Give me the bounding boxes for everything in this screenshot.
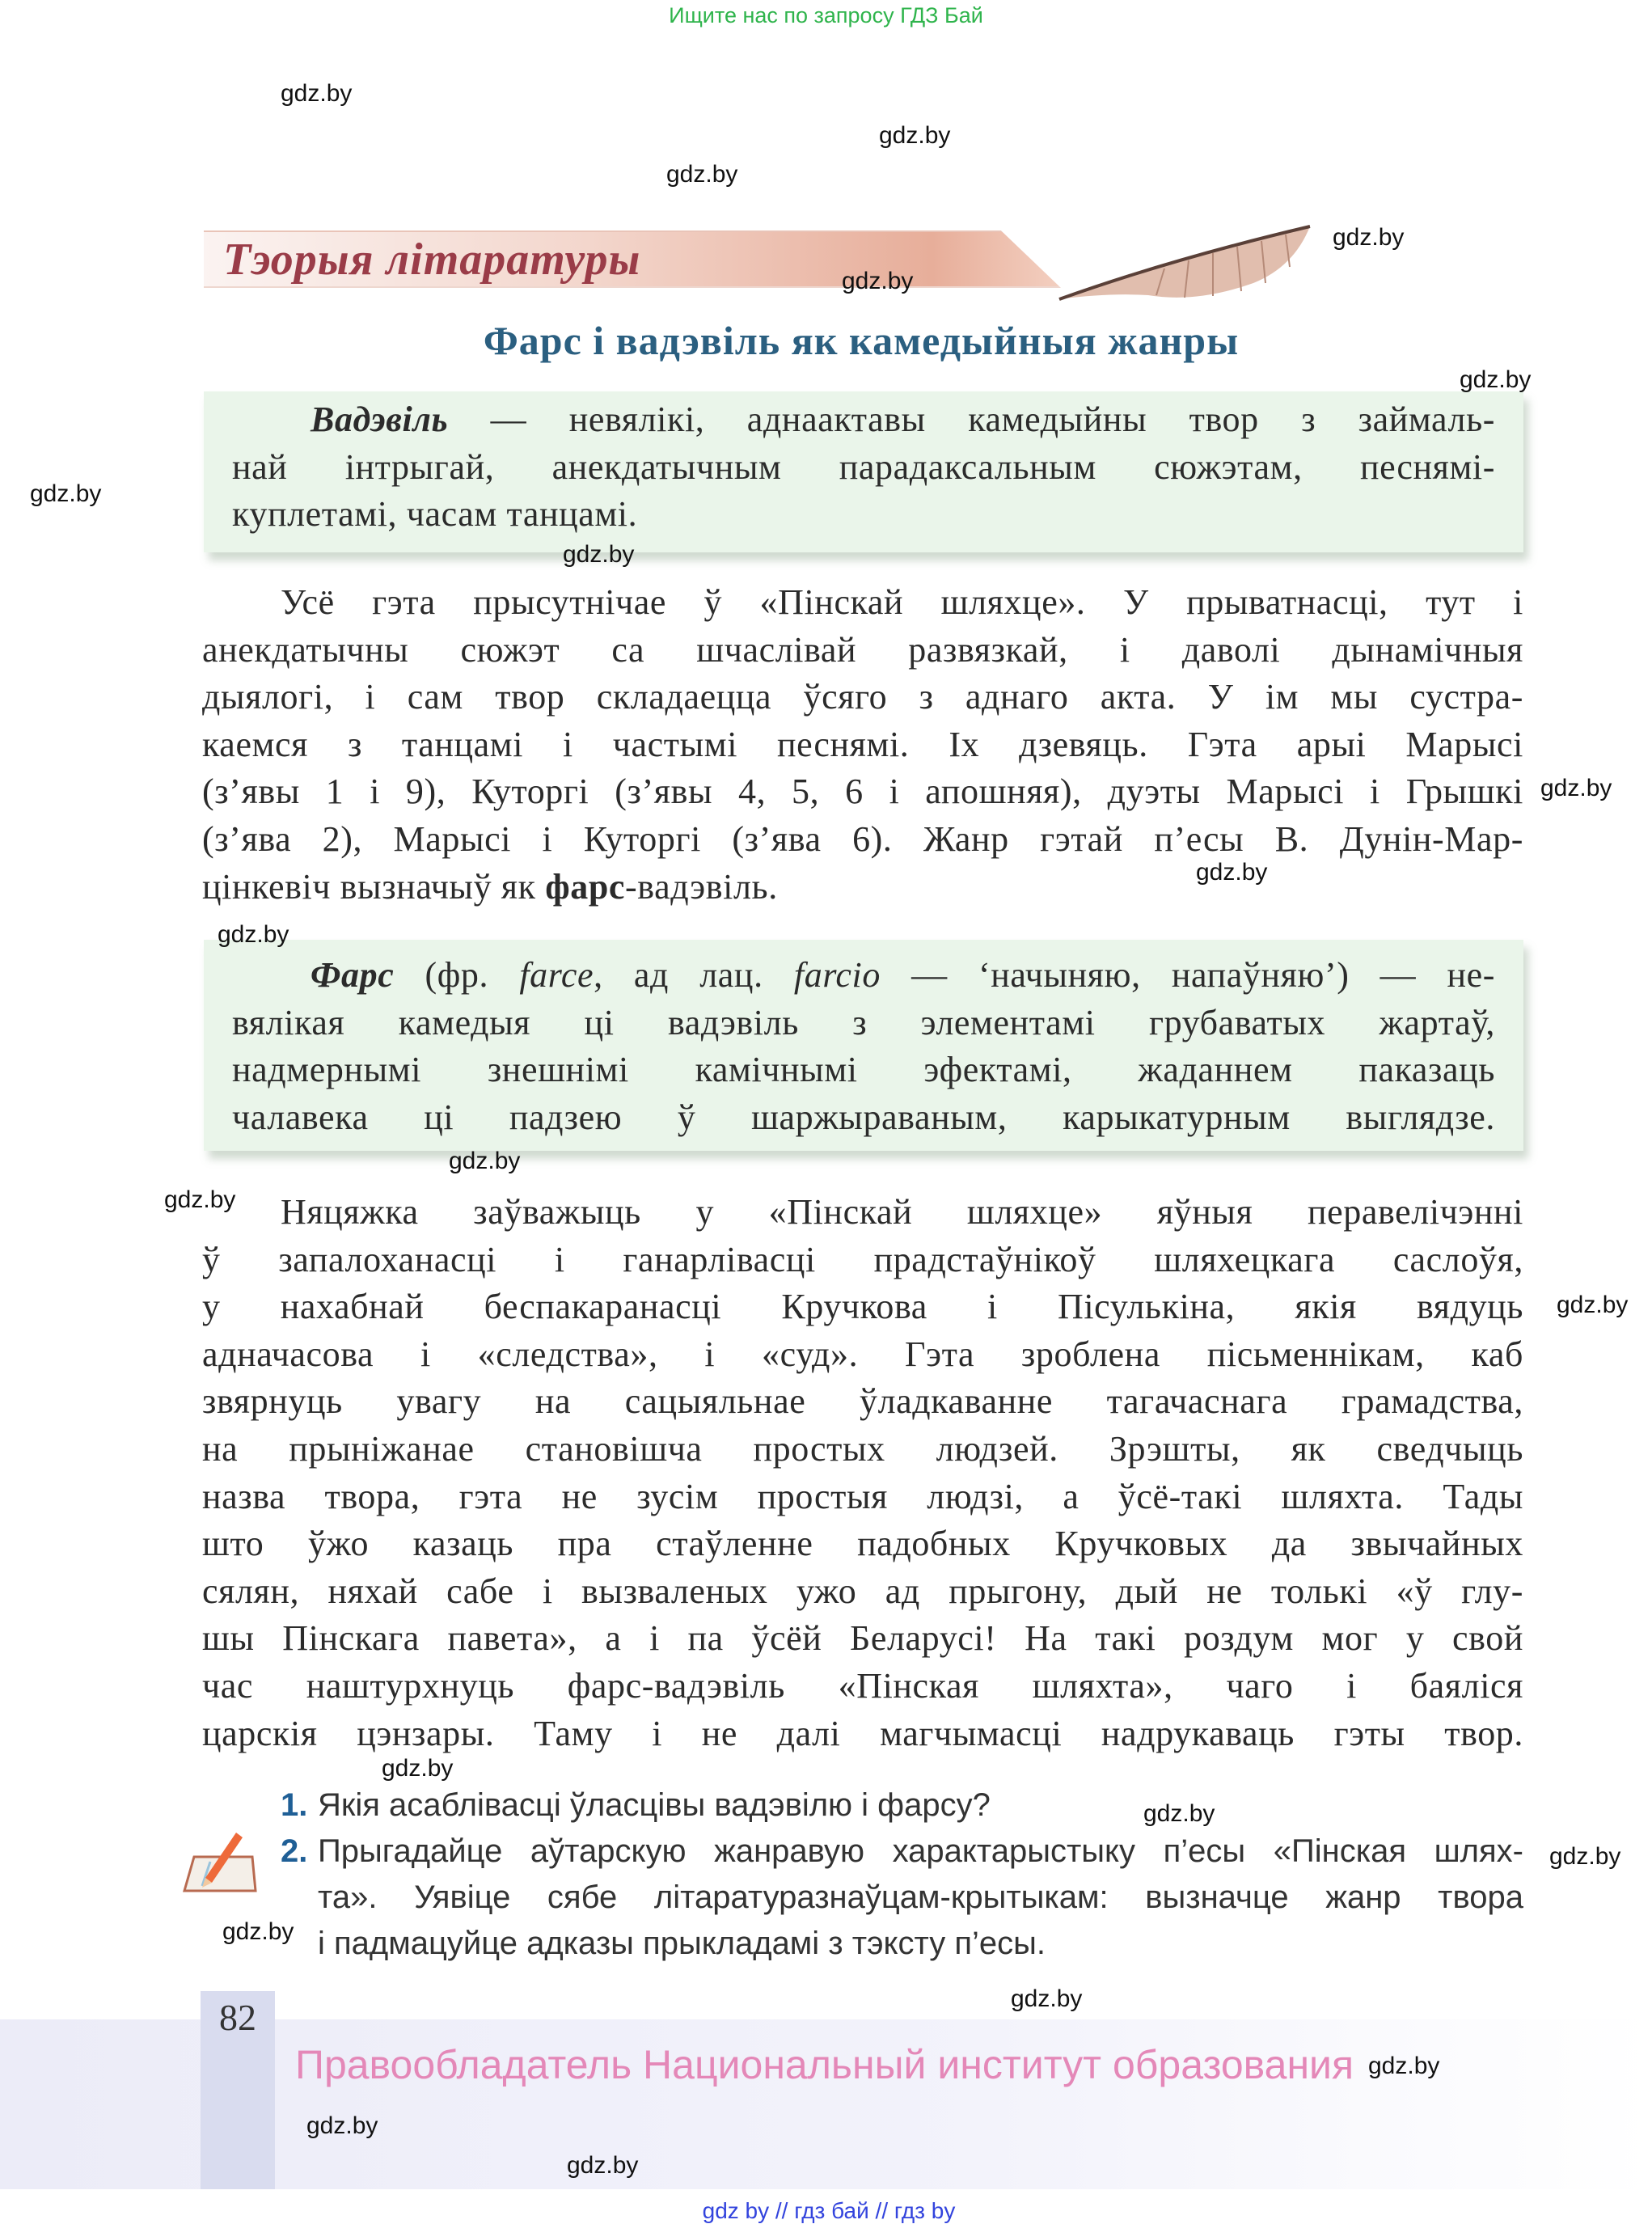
watermark: gdz.by [449, 1148, 521, 1174]
watermark: gdz.by [1557, 1292, 1629, 1318]
watermark: gdz.by [1333, 224, 1405, 251]
watermark: gdz.by [1549, 1843, 1621, 1870]
text-segment: звярнуць увагу на сацыяльнае ўладкаванне тагачаснага грамадства, [202, 1381, 1523, 1422]
watermark: gdz.by [842, 268, 914, 294]
watermark: gdz.by [1368, 2053, 1440, 2079]
text-segment: у нахабнай беспакаранасці Кручкова і Пісулькіна, якія вядуць [202, 1287, 1523, 1327]
watermark: gdz.by [1540, 775, 1612, 801]
text-segment: што ўжо казаць пра стаўленне падобных Кручковых да звычайных [202, 1524, 1523, 1564]
text-segment: Усё гэта прысутнічае ў «Пінскай шляхце». У прыватнасці, тут і [281, 582, 1523, 622]
watermark: gdz.by [666, 161, 738, 188]
text-line [202, 1426, 1523, 1474]
text-segment: -вадэвіль. [625, 866, 778, 907]
text-line [232, 1000, 1495, 1047]
text-segment: — невялікі, аднаактавы камедыйны твор з займаль- [448, 400, 1495, 439]
watermark: gdz.by [306, 2112, 378, 2139]
question-item [281, 1829, 1523, 1967]
text-line [202, 1378, 1523, 1426]
question-item [281, 1782, 1523, 1829]
text-segment: анекдатычны сюжэт са шчаслівай развязкай, і даволі дынамічныя [202, 629, 1523, 670]
text-segment: шы Пінскага павета», а і па ўсёй Беларусі! На такі роздум мог у свой [202, 1618, 1523, 1659]
text-segment: , ад лац. [594, 955, 794, 995]
text-segment: куплетамі, часам танцамі. [232, 494, 638, 535]
text-line [202, 1615, 1523, 1663]
text-line [202, 1568, 1523, 1616]
question-text-line: і падмацуйце адказы прыкладамі з тэксту п’есы. [318, 1926, 1046, 1961]
question-text-line: Якія асаблівасці ўласцівы вадэвілю і фарсу? [318, 1787, 991, 1823]
text-line [232, 1094, 1495, 1142]
text-segment: сялян, няхай сабе і вызваленых ужо ад прыгону, дый не толькі «ў глу- [202, 1571, 1523, 1611]
emphasized-term: Вадэвіль [311, 400, 449, 439]
text-line [202, 627, 1523, 674]
vaudeville-definition [232, 396, 1495, 539]
text-line [202, 1520, 1523, 1568]
text-segment: час наштурхнуць фарс-вадэвіль «Пінская шляхта», чаго і баяліся [202, 1665, 1523, 1706]
text-line [202, 816, 1523, 864]
watermark: gdz.by [218, 921, 289, 948]
watermark: gdz.by [382, 1755, 454, 1782]
watermark: gdz.by [164, 1186, 236, 1213]
watermark: gdz.by [1460, 366, 1532, 393]
emphasized-term: farcio [793, 955, 881, 995]
paragraph-2 [202, 1189, 1523, 1757]
text-segment: (з’ява 2), Марысі і Куторгі (з’ява 6). Жанр гэтай п’есы В. Дунін-Мар- [202, 818, 1523, 859]
section-banner-title: Тэорыя літаратуры [223, 235, 641, 285]
text-segment: царскія цэнзары. Таму і не далі магчымасці надрукаваць гэты твор. [202, 1713, 1523, 1753]
text-line [202, 1331, 1523, 1379]
text-line [202, 1710, 1523, 1758]
feather-quill-icon [1051, 218, 1318, 307]
watermark: gdz.by [563, 541, 635, 568]
watermark: gdz.by [1011, 1985, 1083, 2012]
text-line [232, 491, 1495, 539]
search-hint-banner[interactable]: Ищите нас по запросу ГДЗ Бай [669, 3, 983, 27]
question-text-line: та». Уявіце сябе літаратуразнаўцам-крытыкам: вызначце жанр твора [318, 1879, 1523, 1915]
copyright-notice: Правообладатель Национальный институт образования [295, 2042, 1354, 2087]
watermark: gdz.by [1143, 1800, 1215, 1827]
text-segment: чалавека ці падзею ў шаржыраваным, карыкатурным выглядзе. [232, 1097, 1495, 1137]
section-title: Фарс і вадэвіль як камедыйныя жанры [483, 318, 1240, 363]
emphasized-term: Фарс [311, 955, 395, 995]
watermark: gdz.by [1196, 859, 1268, 886]
text-segment: вялікая камедыя ці вадэвіль з элементамі грубаватых жартаў, [232, 1002, 1495, 1042]
questions-list [281, 1782, 1523, 1967]
text-line [202, 721, 1523, 769]
text-segment: най інтрыгай, анекдатычным парадаксальным сюжэтам, песнямі- [232, 446, 1495, 487]
text-line [232, 444, 1495, 492]
text-line [202, 768, 1523, 816]
watermark: gdz.by [222, 1918, 294, 1945]
text-segment: дыялогі, і сам твор складаецца ўсяго з аднаго акта. У ім мы сустра- [202, 677, 1523, 717]
text-segment: адначасова і «следства», і «суд». Гэта зроблена пісьменнікам, каб [202, 1334, 1523, 1374]
text-line [202, 1474, 1523, 1521]
watermark: gdz.by [879, 122, 951, 149]
text-line [202, 674, 1523, 721]
text-line [232, 952, 1495, 1000]
text-segment: ў запалоханасці і ганарлівасці прадстаўнікоў шляхецкага саслоўя, [202, 1239, 1523, 1279]
page-number: 82 [219, 1997, 256, 2038]
text-segment: Няцяжка заўважыць у «Пінскай шляхце» яўныя перавелічэнні [281, 1192, 1523, 1232]
paragraph-1 [202, 579, 1523, 911]
question-number: 2. [281, 1833, 308, 1869]
farce-definition [232, 952, 1495, 1141]
text-segment: (фр. [394, 955, 520, 995]
text-segment: каемся з танцамі і частымі песнямі. Іх дзевяць. Гэта арыі Марысі [202, 724, 1523, 764]
emphasized-term: farce [519, 955, 594, 995]
text-segment: назва твора, гэта не зусім простыя людзі, а ўсё-такі шляхта. Тады [202, 1476, 1523, 1516]
question-text-line: Прыгадайце аўтарскую жанравую характарыстыку п’есы «Пінская шлях- [318, 1833, 1523, 1869]
text-segment: на прыніжанае становішча простых людзей. Зрэшты, як сведчыць [202, 1428, 1523, 1469]
emphasized-term: фарс [545, 866, 626, 907]
text-line [232, 396, 1495, 444]
pencil-notebook-icon [178, 1829, 259, 1897]
text-segment: — ‘начыняю, напаўняю’) — не- [880, 955, 1495, 995]
watermark: gdz.by [567, 2152, 639, 2179]
text-line [202, 1283, 1523, 1331]
text-line [202, 864, 1523, 911]
text-line [202, 1237, 1523, 1284]
watermark: gdz.by [281, 80, 353, 107]
text-line [202, 579, 1523, 627]
watermark: gdz.by [30, 480, 102, 507]
question-number: 1. [281, 1787, 308, 1823]
bottom-links[interactable]: gdz by // гдз бай // гдз by [702, 2198, 956, 2223]
text-line [232, 1046, 1495, 1094]
text-line [202, 1189, 1523, 1237]
text-segment: цінкевіч вызначыў як [202, 866, 546, 907]
text-segment: (з’явы 1 і 9), Куторгі (з’явы 4, 5, 6 і апошняя), дуэты Марысі і Грышкі [202, 772, 1523, 812]
text-line [202, 1663, 1523, 1710]
text-segment: надмернымі знешнімі камічнымі эфектамі, жаданнем паказаць [232, 1050, 1495, 1090]
